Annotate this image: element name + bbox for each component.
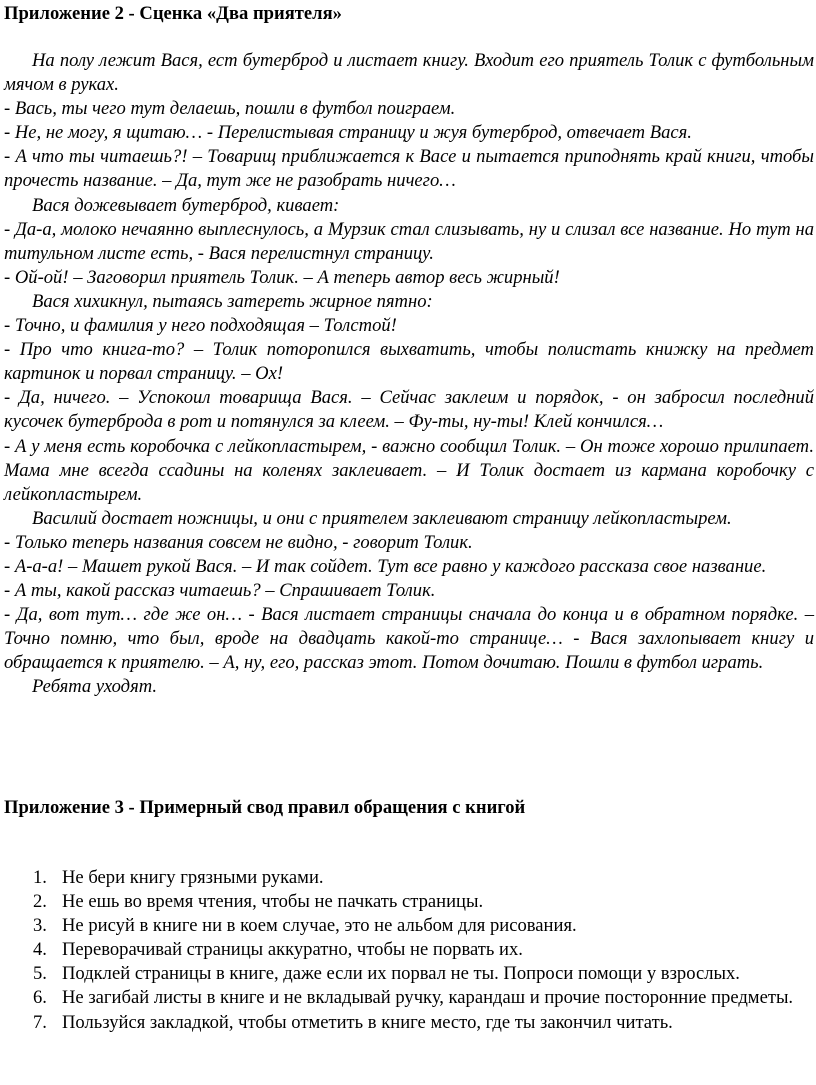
rule-item bbox=[4, 938, 814, 962]
rule-item bbox=[4, 986, 814, 1010]
rule-text: Не ешь во время чтения, чтобы не пачкать страницы. bbox=[62, 891, 484, 913]
rule-number: 2. bbox=[33, 891, 47, 913]
rule-item bbox=[4, 1011, 814, 1035]
rule-number: 7. bbox=[33, 1011, 47, 1033]
rule-text: Пользуйся закладкой, чтобы отметить в книге место, где ты закончил читать. bbox=[62, 1011, 673, 1033]
rule-number: 1. bbox=[33, 867, 47, 888]
scene-paragraph: - А у меня есть коробочка с лейкопластырем, - важно сообщил Толик. – Он тоже хорошо прилипает. Мама мне всегда ссадины на коленях заклеивает. – И Толик достает из кармана коробочку с лейкопластырем. bbox=[4, 435, 814, 505]
scene-text bbox=[4, 49, 814, 700]
scene-paragraph: - А что ты читаешь?! – Товарищ приближается к Васе и пытается приподнять край книги, чтобы прочесть название. – Да, тут же не разобрать ничего… bbox=[4, 146, 814, 192]
scene-paragraph: - А ты, какой рассказ читаешь? – Спрашивает Толик. bbox=[4, 580, 436, 602]
rule-text: Переворачивай страницы аккуратно, чтобы не порвать их. bbox=[62, 939, 523, 961]
rule-item bbox=[4, 890, 814, 914]
rule-text: Не загибай листы в книге и не вкладывай ручку, карандаш и прочие посторонние предметы. bbox=[62, 987, 794, 1009]
rule-text: Не бери книгу грязными руками. bbox=[62, 867, 324, 888]
rule-text: Подклей страницы в книге, даже если их порвал не ты. Попроси помощи у взрослых. bbox=[62, 963, 740, 985]
scene-paragraph: - Точно, и фамилия у него подходящая – Толстой! bbox=[4, 315, 397, 337]
scene-paragraph: - Про что книга-то? – Толик поторопился выхватить, чтобы полистать книжку на предмет картинок и порвал страницу. – Ох! bbox=[4, 339, 814, 385]
scene-paragraph: Вася дожевывает бутерброд, кивает: bbox=[32, 194, 340, 216]
scene-paragraph: Ребята уходят. bbox=[32, 676, 158, 698]
rule-item bbox=[4, 914, 814, 938]
scene-paragraph: - А-а-а! – Машет рукой Вася. – И так сойдет. Тут все равно у каждого рассказа свое название. bbox=[4, 555, 767, 577]
scene-paragraph: - Не, не могу, я щитаю… - Перелистывая страницу и жуя бутерброд, отвечает Вася. bbox=[4, 122, 692, 144]
scene-paragraph: - Только теперь названия совсем не видно, - говорит Толик. bbox=[4, 531, 473, 553]
scene-paragraph: - Да, ничего. – Успокоил товарища Вася. – Сейчас заклеим и порядок, - он забросил последний кусочек бутерброда в рот и потянулся за клеем. – Фу-ты, ну-ты! Клей кончился… bbox=[4, 387, 814, 433]
appendix-2-title: Приложение 2 - Сценка «Два приятеля» bbox=[4, 3, 342, 24]
scene-paragraph: На полу лежит Вася, ест бутерброд и листает книгу. Входит его приятель Толик с футбольным мячом в руках. bbox=[4, 50, 814, 96]
rule-number: 6. bbox=[33, 987, 47, 1009]
rule-text: Не рисуй в книге ни в коем случае, это не альбом для рисования. bbox=[62, 915, 577, 937]
rule-item bbox=[4, 962, 814, 986]
scene-paragraph: - Ой-ой! – Заговорил приятель Толик. – А теперь автор весь жирный! bbox=[4, 266, 560, 288]
scene-paragraph: - Да-а, молоко нечаянно выплеснулось, а Мурзик стал слизывать, ну и слизал все название. Но тут на титульном листе есть, - Вася перелистнул страницу. bbox=[4, 218, 814, 264]
appendix-3-title: Приложение 3 - Примерный свод правил обращения с книгой bbox=[4, 797, 526, 818]
scene-paragraph: Василий достает ножницы, и они с приятелем заклеивают страницу лейкопластырем. bbox=[32, 507, 732, 529]
scene-paragraph: Вася хихикнул, пытаясь затереть жирное пятно: bbox=[32, 290, 433, 312]
rule-number: 3. bbox=[33, 915, 47, 937]
scene-paragraph: - Да, вот тут… где же он… - Вася листает страницы сначала до конца и в обратном порядке. – Точно помню, что был, вроде на двадцать какой-то странице… - Вася захлопывает книгу и обращается к приятелю. – А, ну, его, рассказ этот. Потом дочитаю. Пошли в футбол играть. bbox=[4, 604, 814, 674]
rule-item bbox=[4, 866, 814, 890]
scene-paragraph: - Вась, ты чего тут делаешь, пошли в футбол поиграем. bbox=[4, 98, 456, 120]
rules-list bbox=[4, 866, 814, 1035]
rule-number: 4. bbox=[33, 939, 47, 961]
rule-number: 5. bbox=[33, 963, 47, 985]
